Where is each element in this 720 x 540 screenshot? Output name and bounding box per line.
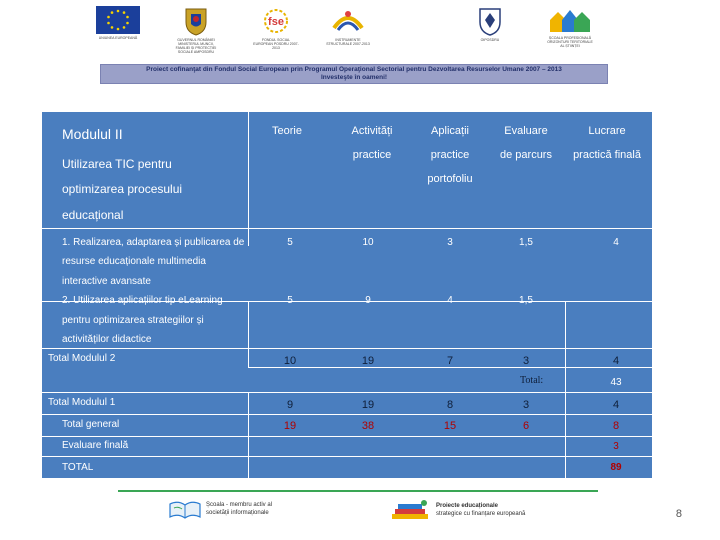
footer-left-line: Școala - membru activ al bbox=[206, 502, 273, 508]
open-book-icon bbox=[168, 498, 202, 520]
footer-divider bbox=[118, 490, 598, 492]
cell-value: 15 bbox=[443, 420, 457, 432]
column-header-line: Activități bbox=[351, 125, 393, 137]
evaluare-finala-label: Evaluare finală bbox=[62, 440, 129, 451]
logo-caption: GUVERNUL ROMÂNIEI MINISTERUL MUNCII, FAMILIEI ȘI PROTECȚIEI SOCIALE AMPOSDRU bbox=[175, 38, 217, 54]
cell-value: 4 bbox=[612, 355, 620, 367]
cell-value: 4 bbox=[613, 237, 619, 248]
cell-value: 5 bbox=[287, 237, 293, 248]
logo-caption: INSTRUMENTE STRUCTURALE 2007-2013 bbox=[326, 38, 370, 46]
total-value: 43 bbox=[610, 377, 622, 388]
logo-caption: OIPOSDRU bbox=[480, 38, 500, 42]
row-label-line: pentru optimizarea strategiilor și bbox=[62, 315, 204, 326]
cell-value: 19 bbox=[361, 355, 375, 367]
houses-logo-icon bbox=[548, 6, 592, 34]
fse-logo bbox=[253, 6, 299, 50]
column-header-line: practică finală bbox=[573, 149, 641, 161]
eu-logo bbox=[95, 6, 141, 40]
row-label: Total general bbox=[62, 419, 120, 430]
school-logo bbox=[547, 6, 593, 48]
row-label-line: activităților didactice bbox=[62, 334, 152, 345]
cell-value: 10 bbox=[362, 237, 374, 248]
evaluare-finala-value: 3 bbox=[613, 441, 619, 452]
column-header-teorie: Teorie bbox=[272, 125, 302, 137]
column-header-line: Aplicații bbox=[431, 125, 469, 137]
cell-value: 1,5 bbox=[519, 237, 533, 248]
grand-total-label: TOTAL bbox=[62, 462, 94, 473]
page-number: 8 bbox=[675, 508, 682, 520]
cell-value: 1,5 bbox=[519, 295, 533, 306]
cell-value: 4 bbox=[447, 295, 453, 306]
government-logo bbox=[173, 6, 219, 54]
cell-value: 9 bbox=[286, 399, 294, 411]
column-header-line: Evaluare bbox=[504, 125, 548, 137]
cell-value: 10 bbox=[283, 355, 297, 367]
logo-caption: UNIUNEA EUROPEANĂ bbox=[98, 36, 138, 40]
module-subtitle-line: Utilizarea TIC pentru bbox=[62, 157, 172, 171]
cell-value: 38 bbox=[361, 420, 375, 432]
ministry-logo bbox=[467, 6, 513, 42]
ministry-crest-icon bbox=[477, 6, 503, 36]
cell-value: 9 bbox=[365, 295, 371, 306]
row-label-line: interactive avansate bbox=[62, 276, 151, 287]
banner-line-1: Proiect cofinanţat din Fondul Social European prin Programul Operaţional Sectorial pentru Dezvoltarea Resurselor Umane 2007 – 2013 bbox=[146, 66, 562, 73]
cell-value: 3 bbox=[447, 237, 453, 248]
ir-logo-icon bbox=[330, 6, 366, 36]
project-banner bbox=[100, 64, 608, 84]
cell-value: 19 bbox=[283, 420, 297, 432]
column-header-line: practice bbox=[430, 149, 470, 161]
logo-strip bbox=[95, 4, 615, 60]
total-label: Total: bbox=[520, 375, 544, 386]
book-stack-icon bbox=[388, 498, 432, 522]
logo-caption: FONDUL SOCIAL EUROPEAN POSDRU 2007-2013 bbox=[253, 38, 299, 50]
row-label-line: 1. Realizarea, adaptarea și publicarea de bbox=[62, 237, 245, 248]
banner-line-2: Investeşte în oameni! bbox=[320, 74, 388, 81]
logo-caption: ȘCOALA PROFESIONALĂ ORIZONTURI TERITORIALE AL ȘTIINȚEI bbox=[547, 36, 593, 48]
footer-left-line: societății informaționale bbox=[206, 510, 269, 516]
footer-logo-right bbox=[388, 498, 525, 522]
column-header-activitati bbox=[342, 124, 402, 162]
module-subtitle-line: optimizarea procesului bbox=[62, 182, 183, 196]
column-header-line: Lucrare bbox=[588, 125, 626, 137]
footer-right-line: Proiecte educaționale bbox=[436, 503, 499, 509]
cell-value: 5 bbox=[287, 295, 293, 306]
fse-logo-icon bbox=[259, 6, 293, 36]
cell-value: 8 bbox=[612, 420, 620, 432]
footer-right-line: strategice cu finanțare europeană bbox=[436, 511, 526, 517]
module-table bbox=[42, 112, 652, 478]
column-header-line: de parcurs bbox=[500, 149, 552, 161]
module-subtitle-line: educațional bbox=[62, 208, 124, 222]
cell-value: 3 bbox=[522, 399, 530, 411]
cell-value: 6 bbox=[522, 420, 530, 432]
svg-text:fse: fse bbox=[268, 16, 284, 28]
cell-value: 7 bbox=[446, 355, 454, 367]
column-header-evaluare bbox=[492, 124, 560, 162]
instrumente-structurale-logo bbox=[325, 6, 371, 46]
footer-logo-left bbox=[168, 498, 272, 520]
eu-flag-icon bbox=[96, 6, 140, 34]
column-header-line: practice bbox=[352, 149, 392, 161]
grand-total-value: 89 bbox=[610, 462, 622, 473]
cell-value: 8 bbox=[446, 399, 454, 411]
cell-value: 19 bbox=[361, 399, 375, 411]
column-header-aplicatii bbox=[420, 124, 480, 186]
romania-coat-of-arms-icon bbox=[183, 6, 209, 36]
row-label-line: resurse educaționale multimedia bbox=[62, 256, 206, 267]
cell-value: 4 bbox=[612, 399, 620, 411]
column-header-line: portofoliu bbox=[427, 173, 473, 185]
row-label: Total Modulul 2 bbox=[48, 353, 116, 364]
row-label-line: 2. Utilizarea aplicațiilor tip eLearning bbox=[62, 295, 223, 306]
row-label: Total Modulul 1 bbox=[48, 397, 116, 408]
column-header-lucrare bbox=[566, 124, 648, 162]
module-title: Modulul II bbox=[62, 126, 123, 142]
cell-value: 3 bbox=[522, 355, 530, 367]
